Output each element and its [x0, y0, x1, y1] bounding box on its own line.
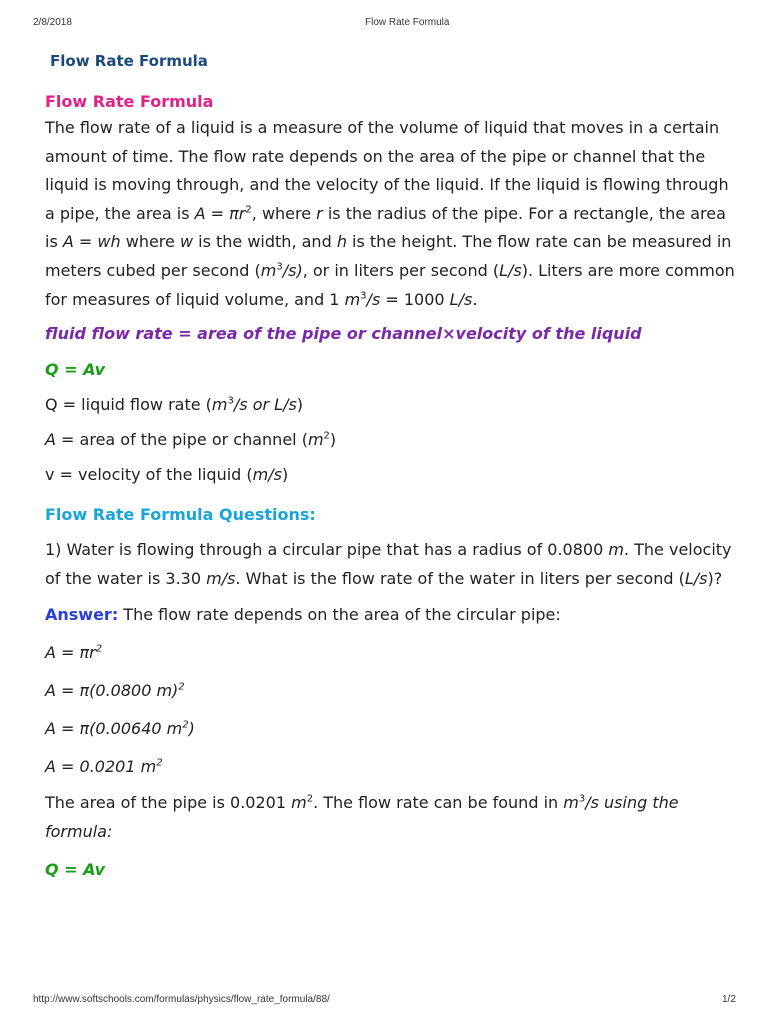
- formula: Q = Av: [45, 360, 106, 380]
- formula-in-words: fluid flow rate = area of the pipe or channel×velocity of the liquid: [45, 324, 642, 344]
- article-body: [45, 90, 735, 882]
- section-heading: Flow Rate Formula: [45, 92, 214, 111]
- print-date: 2/8/2018: [33, 17, 72, 28]
- equation-step-2: A = π(0.0800 m)$^2$: [45, 680, 185, 700]
- definition-v: v = velocity of the liquid (m/s): [45, 465, 289, 485]
- definition-q: Q = liquid flow rate ($m^3/s$ or L/s): [45, 395, 304, 415]
- print-doc-title: Flow Rate Formula: [365, 17, 450, 28]
- footer-url: http://www.softschools.com/formulas/physics/flow_rate_formula/88/: [33, 994, 330, 1005]
- equation-step-1: $A = \pi r^2$: [45, 642, 103, 662]
- questions-heading: Flow Rate Formula Questions:: [45, 505, 316, 525]
- area-conclusion: The area of the pipe is 0.0201 $m^2$. The flow rate can be found in $m^3/s$ using the formula:: [45, 792, 679, 841]
- definition-a: A = area of the pipe or channel $(m^2)$: [45, 430, 337, 450]
- answer-intro: Answer: The flow rate depends on the area of the circular pipe:: [45, 604, 561, 624]
- answer-label: Answer:: [45, 604, 119, 624]
- intro-paragraph: The flow rate of a liquid is a measure of the volume of liquid that moves in a certain amount of time. The flow rate depends on the area of the pipe or channel that the liquid is moving through, and the velocity of the liquid. If the liquid is flowing through a pipe, the area is $A = \pi r^2$, where r is the radius of the pipe. For a rectangle, the area is A = wh where w is the width, and h is the height. The flow rate can be measured in meters cubed per second $(m^3/s)$, or in liters per second (L/s). Liters are more common for measures of liquid volume, and 1 $m^3/s = 1000$ L/s.: [45, 118, 735, 309]
- equation-step-3: A = π(0.00640 $m^2$): [45, 718, 195, 738]
- equation-step-4: A = 0.0201 $m^2$: [45, 756, 163, 776]
- question-1: 1) Water is flowing through a circular pipe that has a radius of 0.0800 m. The velocity of the water is 3.30 m/s. What is the flow rate of the water in liters per second (L/s)?: [45, 540, 732, 588]
- page-title: Flow Rate Formula: [50, 52, 208, 70]
- formula-repeat: Q = Av: [45, 860, 106, 880]
- page-number: 1/2: [722, 994, 736, 1005]
